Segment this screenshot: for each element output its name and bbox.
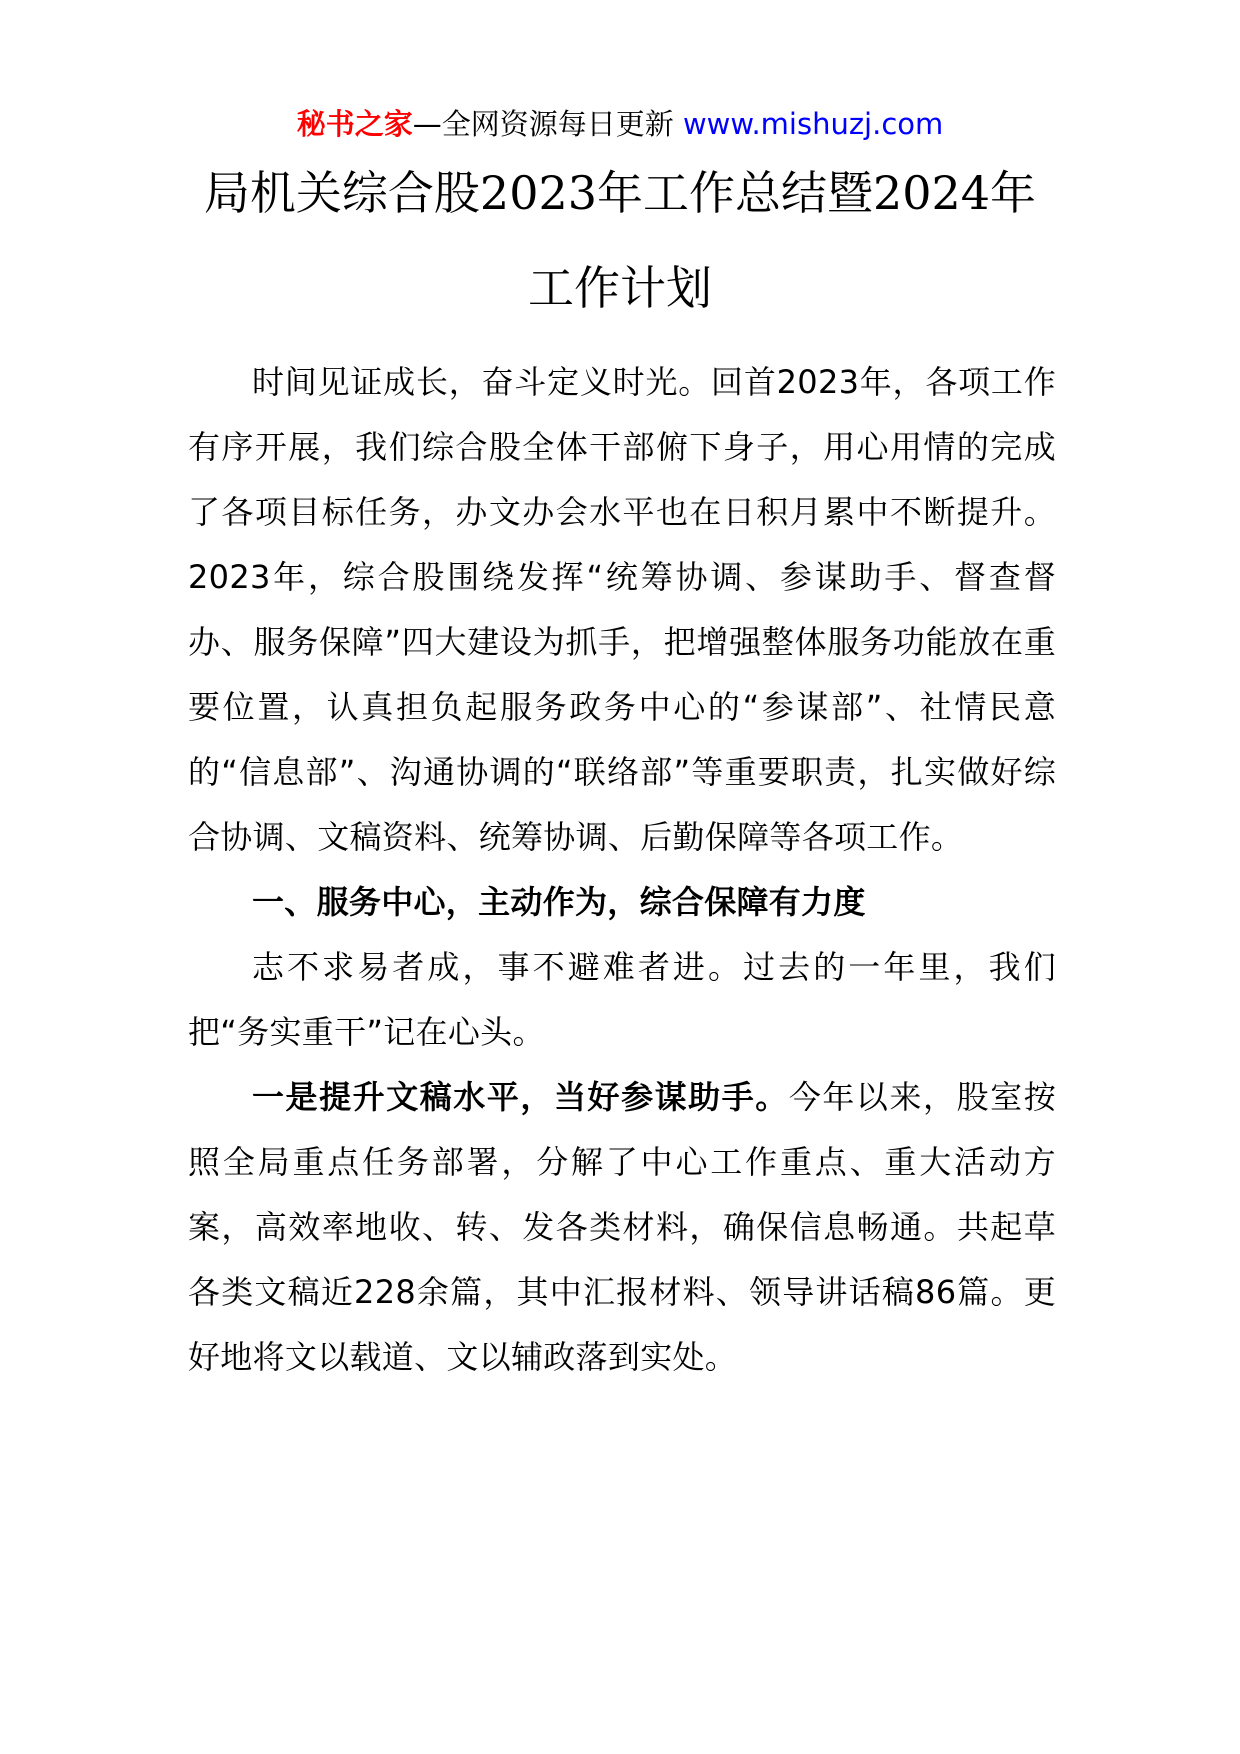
section-1-heading: 一、服务中心，主动作为，综合保障有力度 [252, 883, 866, 921]
brand-name: 秘书之家 [296, 107, 413, 141]
document-title-line-1: 局机关综合股2023年工作总结暨2024年 [203, 166, 1037, 220]
document-body [188, 350, 1056, 1390]
document-title-line-2: 工作计划 [528, 261, 712, 315]
section-1-intro-paragraph: 志不求易者成，事不避难者进。过去的一年里，我们把“务实重干”记在心头。 [188, 948, 1056, 1051]
site-url-link[interactable]: www.mishuzj.com [682, 107, 944, 141]
site-header [0, 104, 1240, 144]
intro-paragraph: 时间见证成长，奋斗定义时光。回首2023年，各项工作有序开展，我们综合股全体干部俯下身子，用心用情的完成了各项目标任务，办文办会水平也在日积月累中不断提升。2023年，综合股围绕发挥“统筹协调、参谋助手、督查督办、服务保障”四大建设为抓手，把增强整体服务功能放在重要位置，认真担负起服务政务中心的“参谋部”、社情民意的“信息部”、沟通协调的“联络部”等重要职责，扎实做好综合协调、文稿资料、统筹协调、后勤保障等各项工作。 [188, 363, 1056, 856]
point-1-lead: 一是提升文稿水平，当好参谋助手。 [252, 1078, 789, 1116]
point-1-body: 今年以来，股室按照全局重点任务部署，分解了中心工作重点、重大活动方案，高效率地收、转、发各类材料，确保信息畅通。共起草各类文稿近228余篇，其中汇报材料、领导讲话稿86篇。更好地将文以载道、文以辅政落到实处。 [188, 1078, 1056, 1376]
header-tagline: —全网资源每日更新 [412, 107, 674, 141]
point-1-paragraph [188, 1065, 1056, 1390]
